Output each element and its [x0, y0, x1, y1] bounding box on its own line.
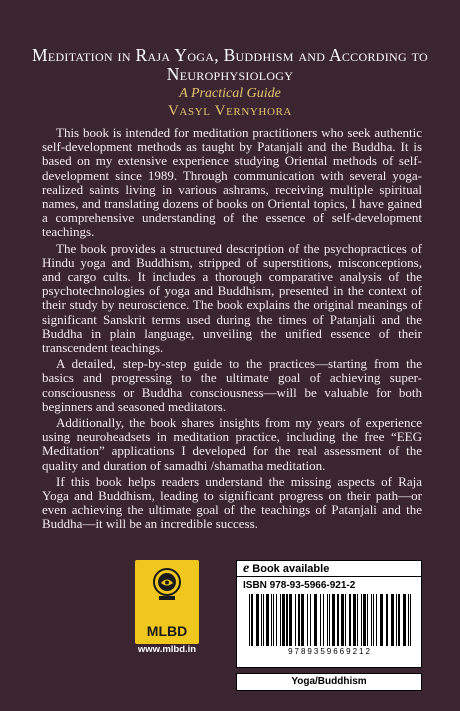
- barcode-bar: [263, 594, 264, 646]
- publisher-website: www.mlbd.in: [137, 644, 197, 655]
- publisher-brand: MLBD: [146, 623, 188, 639]
- barcode-bar: [341, 594, 344, 646]
- blurb-paragraph-3: A detailed, step-by-step guide to the practices—starting from the basics and progressing to the ultimate goal of achieving super-consciousness or Buddha consciousness—will be valuable for both beginners and seasoned meditators.: [42, 356, 422, 414]
- blurb-paragraph-2: The book provides a structured description of the psychopractices of Hindu yoga and Buddhism, stripped of superstitions, misconceptions, and cargo cults. It includes a thorough comparative analysis of the psychotechnologies of yoga and Buddhism, presented in the context of their study by neuroscience. The book explains the original meanings of significant Sanskrit terms used during the times of Patanjali and the Buddha in plain language, unveiling the unified essence of their transcendent teachings.: [42, 240, 422, 356]
- barcode-bar: [307, 594, 308, 646]
- barcode-bar: [327, 594, 328, 646]
- barcode-bar: [349, 594, 351, 646]
- blurb-paragraph-1: This book is intended for meditation practitioners who seek authentic self-development methods as taught by Patanjali and the Buddha. It is based on my extensive experience studying Oriental methods of self-development since 1989. Through communication with several yoga-realized saints living in various ashrams, receiving multiple spiritual names, and translating dozens of books on Oriental topics, I have gained a comprehensive understanding of the essence of self-development teachings.: [42, 125, 422, 240]
- barcode-digits: 9789359669212: [288, 647, 372, 656]
- barcode-bar: [256, 594, 259, 646]
- barcode-bar: [332, 594, 335, 646]
- book-info-box: [236, 560, 422, 668]
- isbn-number: ISBN 978-93-5966-921-2: [243, 580, 356, 591]
- barcode-bar: [266, 594, 269, 646]
- barcode-bar: [286, 594, 288, 646]
- blurb-paragraph-4: Additionally, the book shares insights from my years of experience using neuroheadsets in meditation practice, including the free “EEG Meditation” applications I developed for the real assessment of the quality and duration of samadhi /shamatha meditation.: [42, 415, 422, 473]
- barcode-bar: [371, 594, 372, 646]
- ebook-notice: [237, 561, 421, 577]
- barcode-bar: [271, 594, 272, 646]
- barcode-bar: [276, 594, 277, 646]
- barcode-bar: [251, 594, 253, 646]
- barcode-bar: [345, 594, 346, 646]
- blurb-paragraph-5: If this book helps readers understand the missing aspects of Raja Yoga and Buddhism, leading to significant progress on their path—or even achieving the ultimate goal of the teachings of Patanjali and the Buddha—it will be an incredible success.: [42, 473, 422, 532]
- barcode-bar: [289, 594, 292, 646]
- barcode-bar: [367, 594, 368, 646]
- barcode-bar: [282, 594, 285, 646]
- barcode-bar: [249, 594, 250, 646]
- book-category: Yoga/Buddhism: [236, 673, 422, 691]
- barcode-bar: [301, 594, 304, 646]
- barcode-bar: [273, 594, 274, 646]
- barcode-bar: [398, 594, 400, 646]
- blurb: [42, 126, 422, 534]
- barcode-bar: [403, 594, 406, 646]
- barcode-bar: [310, 594, 311, 646]
- ebook-label: Book available: [252, 563, 330, 575]
- barcode-bar: [376, 594, 377, 646]
- book-subtitle: A Practical Guide: [179, 86, 281, 101]
- ebook-e-icon: e: [243, 561, 250, 576]
- barcode-bar: [261, 594, 262, 646]
- barcode-bar: [408, 594, 409, 646]
- barcode-bar: [323, 594, 324, 646]
- publisher-logo: [135, 560, 199, 644]
- barcode-bar: [380, 594, 383, 646]
- author-name: Vasyl Vernyhora: [168, 103, 292, 119]
- barcode-bar: [373, 594, 374, 646]
- barcode-bar: [314, 594, 317, 646]
- barcode-bar: [295, 594, 296, 646]
- barcode-bar: [410, 594, 411, 646]
- barcode-bar: [357, 594, 358, 646]
- barcode-bar: [396, 594, 397, 646]
- barcode-bar: [329, 594, 330, 646]
- barcode-bar: [337, 594, 339, 646]
- barcode-bar: [320, 594, 321, 646]
- barcode-bar: [363, 594, 366, 646]
- barcode-bar: [386, 594, 388, 646]
- barcode-bar: [298, 594, 300, 646]
- book-title: Meditation in Raja Yoga, Buddhism and According to Neurophysiology: [31, 45, 429, 84]
- barcode-bar: [280, 594, 281, 646]
- barcode-bar: [391, 594, 394, 646]
- publisher-emblem-icon: [151, 566, 183, 602]
- isbn-barcode: [247, 594, 413, 646]
- barcode-bar: [353, 594, 356, 646]
- barcode-bar: [361, 594, 362, 646]
